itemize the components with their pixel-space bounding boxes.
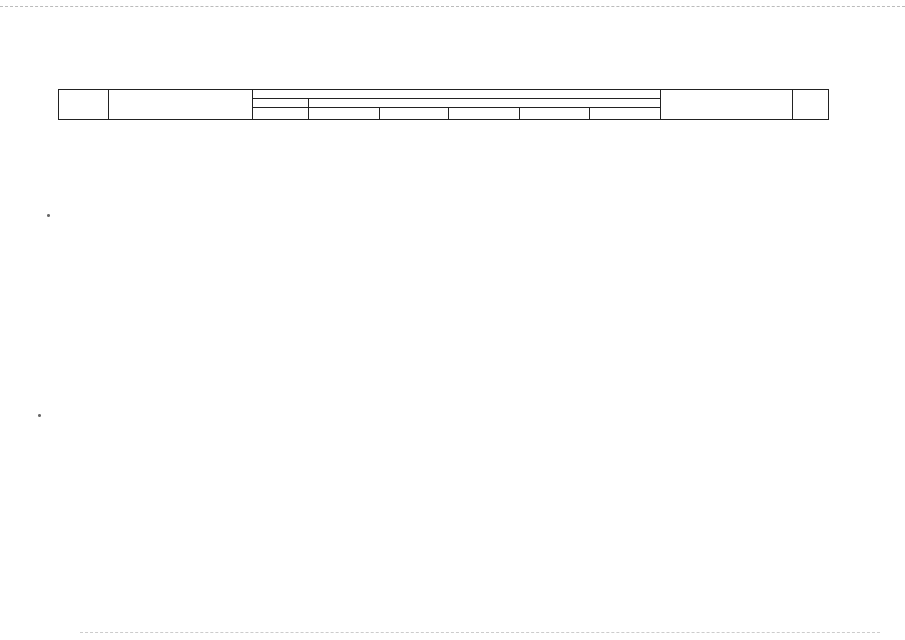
header-financing xyxy=(253,90,661,99)
scan-edge-top xyxy=(0,6,905,7)
scan-edge-bottom xyxy=(80,632,880,633)
table-header xyxy=(59,90,829,120)
financing-table xyxy=(58,89,829,120)
header-period xyxy=(253,99,309,108)
header-year xyxy=(309,108,380,120)
header-expected xyxy=(661,90,793,120)
header-total xyxy=(253,108,309,120)
header-incl xyxy=(309,99,661,108)
header-year xyxy=(380,108,449,120)
header-year xyxy=(590,108,661,120)
header-year xyxy=(520,108,590,120)
margin-mark xyxy=(38,414,41,417)
header-no xyxy=(59,90,109,120)
header-year xyxy=(449,108,520,120)
margin-mark xyxy=(47,214,50,217)
header-name xyxy=(109,90,253,120)
header-indicator xyxy=(793,90,829,120)
